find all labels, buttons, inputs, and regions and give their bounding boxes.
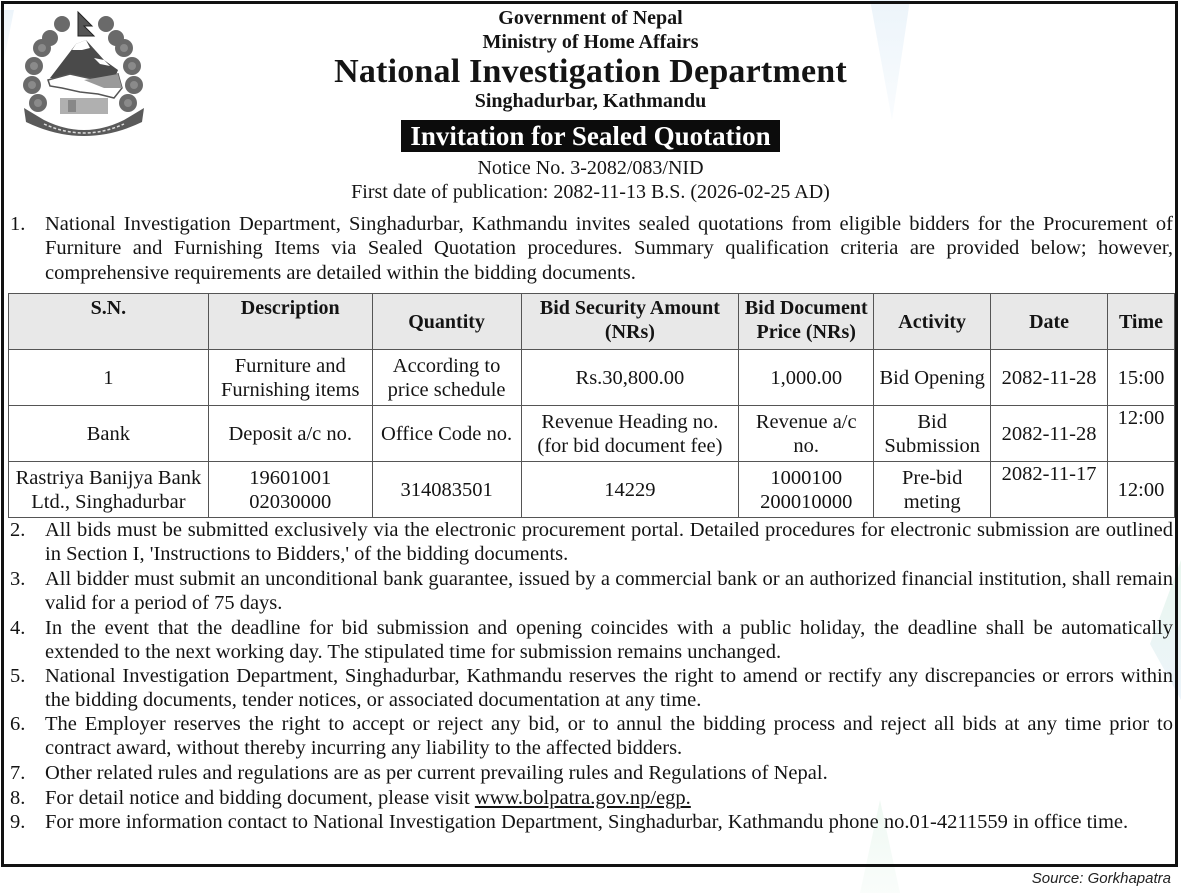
clause-text: The Employer reserves the right to accept or reject any bid, or to annul the bidding process and reject all bids at any time prior to contract award, without thereby incurring any liability to the affected bidders. <box>45 713 1173 760</box>
table-cell: 1 <box>9 350 209 406</box>
column-header: Activity <box>874 294 991 350</box>
clause-text: In the event that the deadline for bid submission and opening coincides with a public holiday, the deadline shall be automatically extended to the next working day. The stipulated time for submission remains unchanged. <box>45 617 1173 664</box>
clause-number: 3. <box>10 568 26 590</box>
table-cell: Rs.30,800.00 <box>521 350 739 406</box>
table-cell: 14229 <box>521 462 739 518</box>
table-cell: 2082-11-28 <box>991 406 1108 462</box>
clause-2 <box>10 518 1173 567</box>
table-cell: Pre-bid meting <box>874 462 991 518</box>
column-header: S.N. <box>9 294 209 350</box>
column-header: Quantity <box>372 294 521 350</box>
table-cell: Revenue a/c no. <box>739 406 874 462</box>
clause-number: 1. <box>10 213 26 235</box>
bolpatra-link[interactable]: www.bolpatra.gov.np/egp. <box>474 787 691 809</box>
column-header: Bid Document Price (NRs) <box>739 294 874 350</box>
table-cell: 12:00 <box>1107 406 1174 462</box>
clause-number: 7. <box>10 762 26 784</box>
notice-header <box>0 6 1181 204</box>
clause-5 <box>10 664 1173 713</box>
publication-date: First date of publication: 2082-11-13 B.S. (2026-02-25 AD) <box>351 181 830 203</box>
ministry-title: Ministry of Home Affairs <box>482 31 699 53</box>
clause-number: 4. <box>10 617 26 639</box>
table-cell: Bid Submission <box>874 406 991 462</box>
notice-number: Notice No. 3-2082/083/NID <box>477 157 704 179</box>
table-row <box>9 350 1175 406</box>
clause-number: 9. <box>10 811 26 833</box>
table-cell: 19601001 02030000 <box>208 462 372 518</box>
table-cell: 1,000.00 <box>739 350 874 406</box>
clause-text: National Investigation Department, Singhadurbar, Kathmandu reserves the right to amend or rectify any discrepancies or errors within the bidding documents, tender notices, or associated documentation at any time. <box>45 665 1173 712</box>
clause-number: 6. <box>10 713 26 735</box>
clause-number: 8. <box>10 787 26 809</box>
table-cell: 314083501 <box>372 462 521 518</box>
department-title: National Investigation Department <box>334 53 847 90</box>
notice-banner: Invitation for Sealed Quotation <box>401 120 779 152</box>
clause-text: For more information contact to National Investigation Department, Singhadurbar, Kathmandu phone no.01-4211559 in office time. <box>45 811 1129 833</box>
column-header: Description <box>208 294 372 350</box>
department-location: Singhadurbar, Kathmandu <box>474 90 707 112</box>
table-cell: 2082-11-28 <box>991 350 1108 406</box>
source-credit: Source: Gorkhapatra <box>1031 870 1171 887</box>
clause-8 <box>10 786 1173 810</box>
table-cell: Bank <box>9 406 209 462</box>
table-row <box>9 406 1175 462</box>
table-cell: Office Code no. <box>372 406 521 462</box>
table-cell: Rastriya Banijya Bank Ltd., Singhadurbar <box>9 462 209 518</box>
column-header: Time <box>1107 294 1174 350</box>
table-cell: 12:00 <box>1107 462 1174 518</box>
table-row <box>9 462 1175 518</box>
clause-number: 5. <box>10 665 26 687</box>
government-title: Government of Nepal <box>498 7 683 29</box>
clause-6 <box>10 712 1173 761</box>
column-header: Bid Security Amount (NRs) <box>521 294 739 350</box>
table-cell: 2082-11-17 <box>991 462 1108 518</box>
clause-text: All bidder must submit an unconditional bank guarantee, issued by a commercial bank or an authorized financial institution, shall remain valid for a period of 75 days. <box>45 568 1173 615</box>
clause-9 <box>10 810 1173 834</box>
clause-number: 2. <box>10 519 26 541</box>
clause-text-part: For detail notice and bidding document, please visit <box>45 787 475 809</box>
column-header: Date <box>991 294 1108 350</box>
table-cell: Bid Opening <box>874 350 991 406</box>
clause-text: National Investigation Department, Singhadurbar, Kathmandu invites sealed quotations from eligible bidders for the Procurement of Furniture and Furnishing Items via Sealed Quotation procedures. Summary qualification criteria are provided below; however, comprehensive requirements are detailed within the bidding documents. <box>45 213 1173 284</box>
clause-1 <box>10 212 1173 285</box>
table-cell: Furniture and Furnishing items <box>208 350 372 406</box>
table-cell: Deposit a/c no. <box>208 406 372 462</box>
table-cell: 15:00 <box>1107 350 1174 406</box>
clause-text <box>45 786 1173 810</box>
table-header-row <box>9 294 1175 350</box>
clause-7 <box>10 761 1173 785</box>
clause-4 <box>10 616 1173 665</box>
clause-text: Other related rules and regulations are as per current prevailing rules and Regulations of Nepal. <box>45 762 828 784</box>
clause-3 <box>10 567 1173 616</box>
table-cell: Revenue Heading no. (for bid document fee) <box>521 406 739 462</box>
table-cell: 1000100 200010000 <box>739 462 874 518</box>
bid-schedule-table <box>8 293 1175 518</box>
table-cell: According to price schedule <box>372 350 521 406</box>
clause-text: All bids must be submitted exclusively via the electronic procurement portal. Detailed procedures for electronic submission are outlined in Section I, 'Instructions to Bidders,' of the bidding documents. <box>45 519 1173 566</box>
